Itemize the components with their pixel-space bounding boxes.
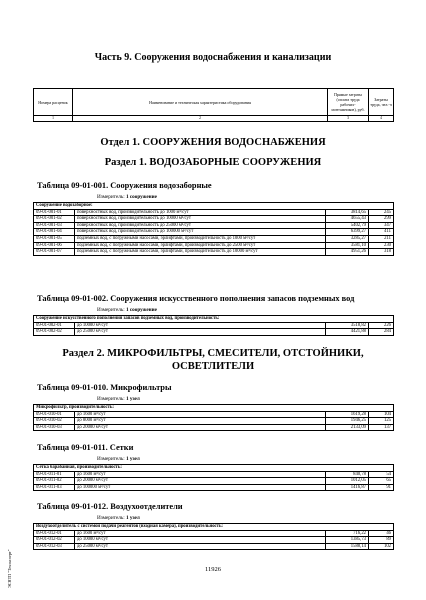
table-row: 09-01-002-02 до 25000 м³/сут 4421,88 284: [34, 329, 394, 336]
table-row: 09-01-010-01 до 1600 м³/сут 1619,28 104: [34, 411, 394, 418]
razdel-1-title: Раздел 1. ВОДОЗАБОРНЫЕ СООРУЖЕНИЯ: [104, 157, 322, 168]
header-num-3: 3: [328, 116, 369, 122]
table-011-title: Таблица 09-01-011. Сетки: [37, 443, 134, 452]
table-011: [33, 464, 394, 491]
table-row: 09-01-001-03 поверхностных вод, производительность до 25000 м³/сут 5402,79 347: [34, 222, 394, 229]
column-header-table: [33, 88, 394, 122]
table-011-measure: Измеритель: 1 узел: [97, 456, 140, 462]
table-001-title: Таблица 09-01-001. Сооружения водозаборные: [37, 181, 212, 190]
table-011-subheader: Сетка барабанная, производительность:: [34, 465, 394, 472]
table-012: [33, 523, 394, 550]
razdel-2-title-line-2: ОСВЕТЛИТЕЛИ: [171, 361, 255, 372]
table-002: [33, 315, 394, 336]
table-row: 09-01-001-01 поверхностных вод, производительность до 1000 м³/сут 3814,65 245: [34, 209, 394, 216]
header-col-name: Наименование и техническая характеристика оборудования: [73, 89, 328, 116]
table-002-title: Таблица 09-01-002. Сооружения искусственного пополнения запасов подземных вод: [37, 294, 355, 303]
table-001-measure: Измеритель: 1 сооружение: [97, 194, 157, 200]
table-001: [33, 202, 394, 256]
razdel-2-title-line-1: Раздел 2. МИКРОФИЛЬТРЫ, СМЕСИТЕЛИ, ОТСТОЙНИКИ,: [62, 348, 364, 359]
table-row: 09-01-012-03 до 25000 м³/сут 1588,14 102: [34, 543, 394, 550]
table-row: 09-01-011-02 до 20000 м³/сут 1012,05 65: [34, 478, 394, 485]
table-012-measure: Измеритель: 1 узел: [97, 515, 140, 521]
header-num-1: 1: [34, 116, 73, 122]
table-002-measure: Измеритель: 1 сооружение: [97, 307, 157, 313]
table-010-subheader: Микрофильтр, производительность:: [34, 405, 394, 412]
table-row: 09-01-001-07 подземных вод, с погружными насосами, эрлифтами, производительность до 10000 м³/сут 4951,26 318: [34, 249, 394, 256]
table-010: [33, 404, 394, 431]
table-row: 09-01-001-05 подземных вод, с погружными насосами, эрлифтами, производительность до 1000 м³/сут 3285,27 211: [34, 235, 394, 242]
header-num-4: 4: [369, 116, 394, 122]
table-row: 09-01-010-03 до 20000 м³/сут 2133,09 137: [34, 424, 394, 431]
table-010-title: Таблица 09-01-010. Микрофильтры: [37, 383, 172, 392]
table-row: 09-01-002-01 до 10000 м³/сут 3518,82 226: [34, 322, 394, 329]
table-row: 09-01-010-02 до 8000 м³/сут 1946,25 125: [34, 418, 394, 425]
table-row: 09-01-012-01 до 1600 м³/сут 716,22 46: [34, 530, 394, 537]
table-010-measure: Измеритель: 1 узел: [97, 396, 140, 402]
header-col-codes: Номера расценок: [34, 89, 73, 116]
header-num-2: 2: [73, 116, 328, 122]
part-title: Часть 9. Сооружения водоснабжения и канализации: [94, 52, 332, 63]
table-012-title: Таблица 09-01-012. Воздухоотделители: [37, 502, 183, 511]
table-row: 09-01-001-06 подземных вод, с погружными насосами, эрлифтами, производительность до 2500 м³/сут 3581,10 230: [34, 242, 394, 249]
table-row: 09-01-011-01 до 1600 м³/сут 840,78 54: [34, 471, 394, 478]
table-002-subheader: Сооружение искусственного пополнения запасов подземных вод, производительность:: [34, 316, 394, 323]
header-col-labor: Затраты труда, чел.-ч: [369, 89, 394, 116]
side-watermark-text: ЭСНТП "Техэксперт": [7, 549, 12, 588]
table-row: 09-01-001-04 поверхностных вод, производительность до 100000 м³/сут 6399,27 411: [34, 229, 394, 236]
table-row: 09-01-011-03 до 100000 м³/сут 1416,87 91: [34, 484, 394, 491]
header-col-cost: Прямые затраты (оплата труда рабочих-монтажников), руб.: [328, 89, 369, 116]
otdel-title: Отдел 1. СООРУЖЕНИЯ ВОДОСНАБЖЕНИЯ: [100, 137, 326, 148]
table-row: 09-01-001-02 поверхностных вод, производительность до 10000 м³/сут 4655,43 299: [34, 216, 394, 223]
page-number: 11926: [204, 566, 221, 573]
table-012-subheader: Воздухоотделитель с системой подачи реагентов (входная камера), производительность:: [34, 524, 394, 531]
table-row: 09-01-012-02 до 10000 м³/сут 1385,73 89: [34, 537, 394, 544]
table-001-subheader: Сооружение водозаборное:: [34, 203, 394, 210]
